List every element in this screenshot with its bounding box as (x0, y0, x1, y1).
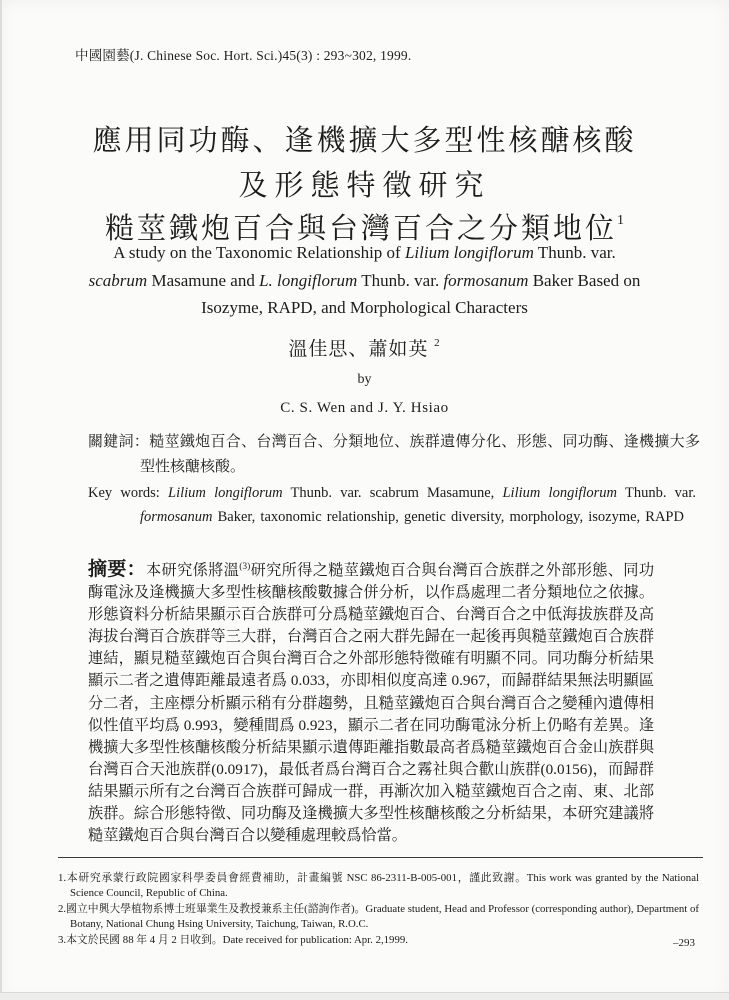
keywords-chinese (88, 430, 700, 480)
footnote-1-text: 本研究承蒙行政院國家科學委員會經費補助，計畫編號 NSC 86-2311-B-005-001，謹此致謝。This work was granted by the National Science Council, Republic of China. (66, 872, 699, 900)
abstract-label: 摘要： (88, 559, 147, 580)
keywords-english-text: Thunb. var. (617, 485, 696, 501)
species-name-italic: formosanum (140, 509, 213, 525)
title-text: Thunb. var. (533, 243, 616, 262)
chinese-title-line1: 應用同功酶、逢機擴大多型性核醣核酸 (92, 125, 637, 157)
keywords-english (88, 481, 696, 529)
abstract-text-body: 研究所得之糙莖鐵炮百合與台灣百合族群之外部形態、同功酶電泳及逢機擴大多型性核醣核酸數據合併分析，以作爲處理二者分類地位之依據。形態資料分析結果顯示百合族群可分爲糙莖鐵炮百合、台灣百合之中低海拔族群及高海拔台灣百合族群等三大群，台灣百合之兩大群先歸在一起後再與糙莖鐵炮百合族群連結，顯見糙莖鐵炮百合與台灣百合之外部形態特徵確有明顯不同。同功酶分析結果顯示二者之遺傳距離最遠者爲 0.033，亦即相似度高達 0.967，而歸群結果無法明顯區分二者，主座標分析顯示稍有分群趨勢，且糙莖鐵炮百合與台灣百合之變種內遺傳相似性值平均爲 0.993，變種間爲 0.923，顯示二者在同功酶電泳分析上仍略有差異。逢機擴大多型性核醣核酸分析結果顯示遺傳距離指數最高者爲糙莖鐵炮百合金山族群與台灣百合天池族群(0.0917)，最低者爲台灣百合之霧社與合歡山族群(0.0156)，而歸群結果顯示所有之台灣百合族群可歸成一群，再漸次加入糙莖鐵炮百合之南、東、北部族群。綜合形態特徵、同功酶及逢機擴大多型性核醣核酸之分析結果，本研究建議將糙莖鐵炮百合與台灣百合以變種處理較爲恰當。 (88, 562, 655, 845)
english-title-line3: Isozyme, RAPD, and Morphological Characters (201, 298, 528, 317)
species-name-italic: Lilium longiflorum (502, 485, 618, 501)
keywords-english-text: Baker, taxonomic relationship, genetic diversity, morphology, isozyme, RAPD (212, 509, 684, 525)
title-text: Thunb. var. (357, 270, 444, 290)
page-number: –293 (673, 937, 695, 949)
authors-footnote-marker: 2 (434, 337, 441, 349)
scan-edge-bottom (0, 992, 729, 1000)
journal-citation-line: 中國園藝(J. Chinese Soc. Hort. Sci.)45(3) : 293~302, 1999. (75, 48, 412, 63)
footnote-2-text: 國立中興大學植物系博士班畢業生及教授兼系主任(諮詢作者)。Graduate student, Head and Professor (corresponding author), Department of Botany, National Chung Hsing University, Taichung, Taiwan, R.O.C. (66, 902, 699, 931)
english-title-line2 (64, 267, 665, 295)
species-name-italic: scabrum (88, 270, 148, 290)
species-name-italic: Lilium longiflorum (404, 243, 534, 262)
keywords-english-label: Key words: (88, 485, 169, 501)
byline: by (357, 372, 372, 387)
abstract-text-pre: 本研究係將溫 (146, 562, 240, 579)
abstract-paragraph (88, 556, 654, 847)
title-text: Masamune and (147, 270, 260, 290)
keywords-chinese-text: 糙莖鐵炮百合、台灣百合、分類地位、族群遺傳分化、形態、同功酶、逢機擴大多型性核醣核酸。 (140, 434, 700, 475)
title-footnote-marker: 1 (617, 213, 624, 228)
authors-english: C. S. Wen and J. Y. Hsiao (280, 400, 449, 416)
footnote-2 (58, 902, 699, 933)
species-name-italic: Lilium longiflorum (168, 485, 283, 501)
chinese-title-line2: 及形態特徵研究 (238, 170, 491, 202)
footnote-separator-rule (58, 857, 703, 858)
footnote-1-number: 1. (58, 872, 67, 884)
footnote-2-number: 2. (58, 902, 67, 915)
footnotes-block (58, 871, 699, 948)
footnote-3-text: 本文於民國 88 年 4 月 2 日收到。Date received for publication: Apr. 2,1999. (66, 933, 408, 946)
species-name-italic: L. longiflorum (259, 270, 358, 290)
footnote-3 (58, 933, 699, 948)
keywords-chinese-label: 關鍵詞： (88, 434, 150, 450)
english-title-line1 (64, 239, 665, 267)
english-title (64, 239, 665, 322)
footnote-3-number: 3. (58, 933, 67, 946)
footnote-1 (58, 871, 699, 902)
species-name-italic: formosanum (443, 270, 529, 290)
authors-chinese-names: 溫佳思、蕭如英 (288, 339, 429, 360)
citation-superscript: (3) (239, 562, 251, 572)
title-text: A study on the Taxonomic Relationship of (113, 243, 405, 262)
title-text: Baker Based on (528, 270, 641, 290)
keywords-english-text: Thunb. var. scabrum Masamune, (282, 485, 503, 501)
authors-chinese (0, 334, 729, 361)
chinese-title-line3-text: 糙莖鐵炮百合與台灣百合之分類地位 (104, 213, 617, 245)
